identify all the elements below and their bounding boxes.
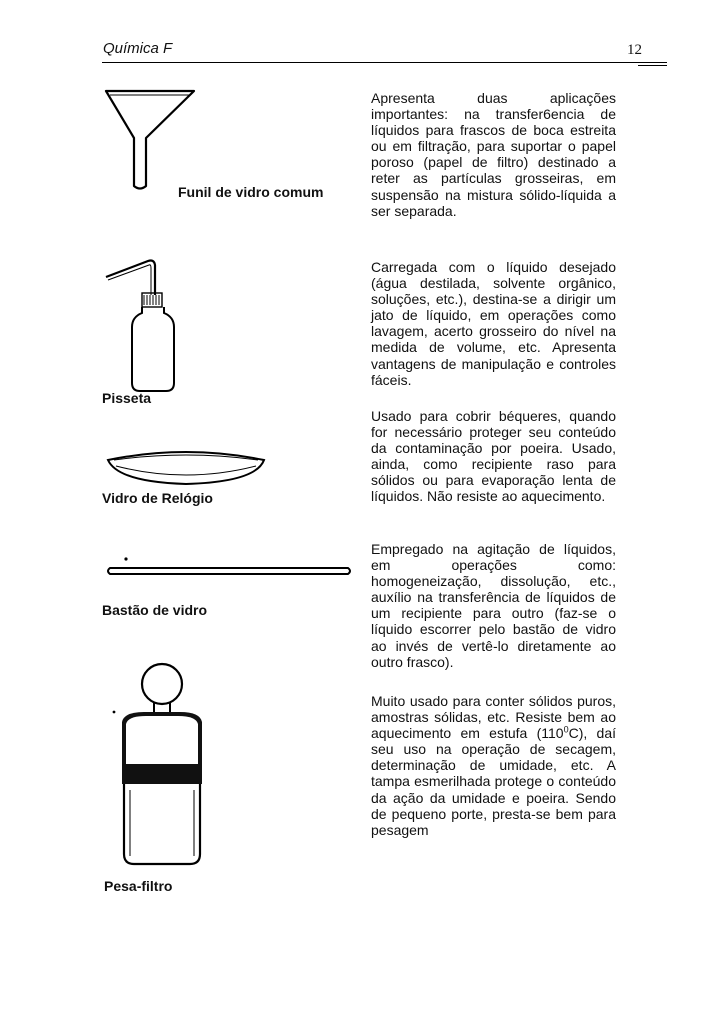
desc-funnel: Apresenta duas aplicações importantes: na transfer6encia de líquidos para frascos de boca estreita ou em filtração, para suportar o papel poroso (papel de filtro) destinado a reter as partículas grosseiras, em suspensão na mistura sólido-líquida a ser separada. xyxy=(371,90,616,219)
degree-superscript: 0 xyxy=(563,724,569,735)
desc-watch-glass: Usado para cobrir béqueres, quando for necessário proteger seu conteúdo da contaminação por poeira. Usado, ainda, como recipiente raso para sólidos ou para evaporação lenta de líquidos. Não resiste ao aquecimento. xyxy=(371,408,616,505)
funnel-illustration xyxy=(104,88,196,193)
wash-bottle-illustration xyxy=(104,255,184,395)
desc-weighing-bottle-b: C), daí seu uso na operação de secagem, determinação de umidade, etc. A tampa esmerilhada protege o conteúdo da ação da umidade e poeira. Sendo de pequeno porte, presta-se bem para pesagem xyxy=(371,725,616,838)
desc-weighing-bottle xyxy=(371,693,616,838)
desc-wash-bottle: Carregada com o líquido desejado (água destilada, solvente orgânico, soluções, etc.), destina-se a dirigir um jato de líquido, em operações como lavagem, acerto grosseiro do nível na medida de volume, etc. Apresenta vantagens de manipulação e controles fáceis. xyxy=(371,259,616,388)
label-watch-glass: Vidro de Relógio xyxy=(102,490,213,506)
watch-glass-illustration xyxy=(104,440,269,490)
weighing-bottle-illustration xyxy=(104,650,219,870)
label-wash-bottle: Pisseta xyxy=(102,390,152,406)
label-glass-rod: Bastão de vidro xyxy=(102,602,208,618)
header-rule-short xyxy=(638,65,667,66)
glass-rod-illustration xyxy=(104,556,354,580)
label-funnel: Funil de vidro comum xyxy=(178,184,324,200)
desc-glass-rod: Empregado na agitação de líquidos, em operações como: homogeneização, dissolução, etc., auxílio na transferência de líquidos de um recipiente para outro (faz-se o líquido escorrer pelo bastão de vidro ao invés de vertê-lo diretamente ao outro frasco). xyxy=(371,541,616,670)
label-weighing-bottle: Pesa-filtro xyxy=(104,878,173,894)
page-number: 12 xyxy=(627,42,642,58)
header-rule xyxy=(102,62,667,63)
desc-weighing-bottle-a: Muito usado para conter sólidos puros, amostras sólidas, etc. Resiste bem ao aquecimento em estufa (110 xyxy=(371,693,616,742)
header-title: Química F xyxy=(103,40,173,57)
